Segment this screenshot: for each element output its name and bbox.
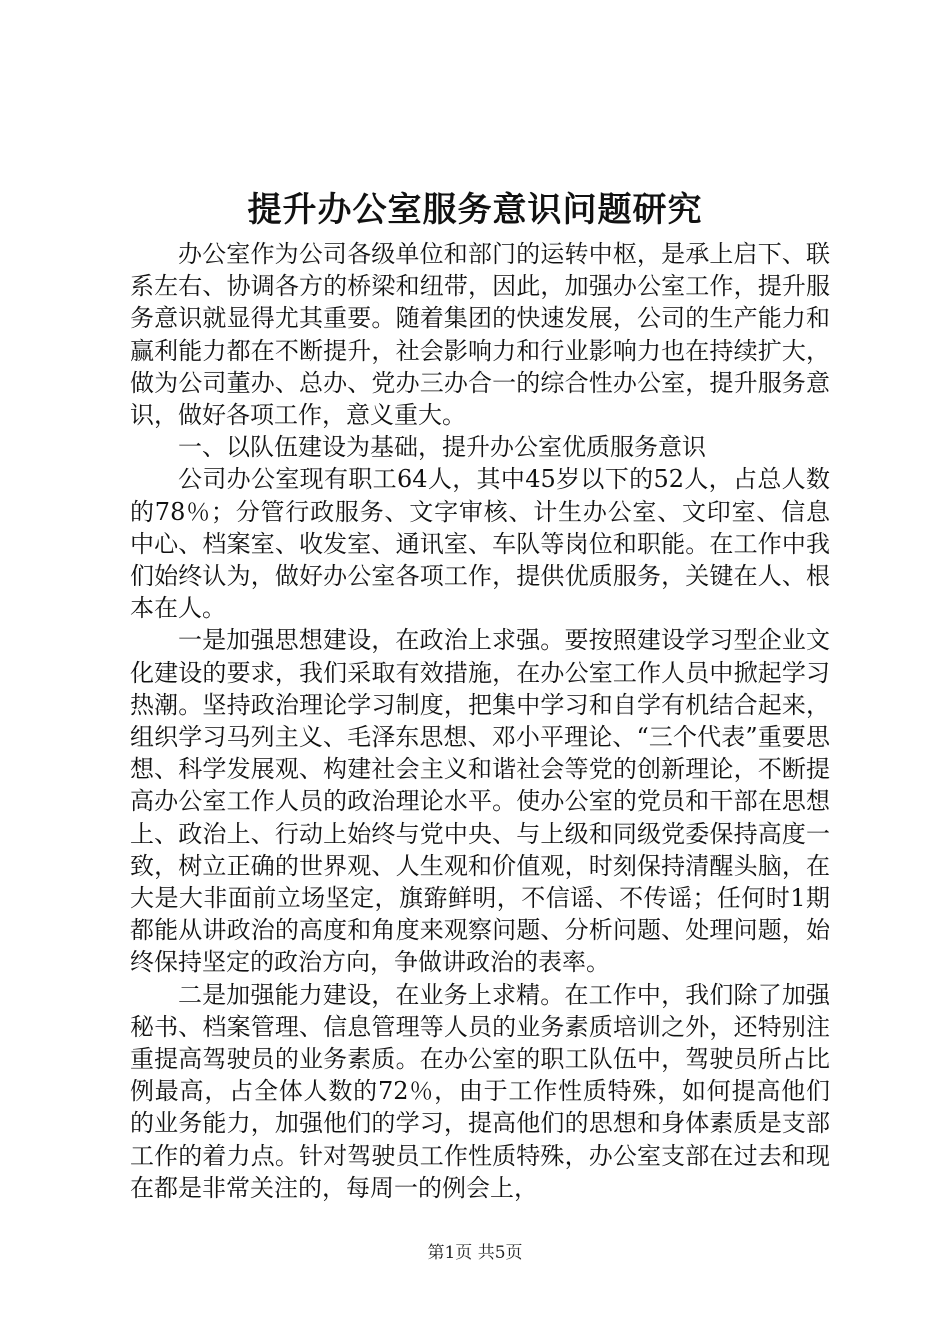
document-title: 提升办公室服务意识问题研究 — [247, 190, 703, 230]
paragraph-staff: 公司办公室现有职工64人，其中45岁以下的52人，占总人数的78％；分管行政服务、文字审核、计生办公室、文印室、信息中心、档案室、收发室、通讯室、车队等岗位和职能。在工作中我们始终认为，做好办公室各项工作，提供优质服务，关键在人、根本在人。 — [130, 465, 830, 623]
paragraph-intro: 办公室作为公司各级单位和部门的运转中枢，是承上启下、联系左右、协调各方的桥梁和纽带，因此，加强办公室工作，提升服务意识就显得尤其重要。随着集团的快速发展，公司的生产能力和赢利能力都在不断提升，社会影响力和行业影响力也在持续扩大，做为公司董办、总办、党办三办合一的综合性办公室，提升服务意识，做好各项工作，意义重大。 — [130, 240, 830, 430]
paragraph-capability: 二是加强能力建设，在业务上求精。在工作中，我们除了加强秘书、档案管理、信息管理等人员的业务素质培训之外，还特别注重提高驾驶员的业务素质。在办公室的职工队伍中，驾驶员所占比例最高，占全体人数的72％，由于工作性质特殊，如何提高他们的业务能力，加强他们的学习，提高他们的思想和身体素质是支部工作的着力点。针对驾驶员工作性质特殊，办公室支部在过去和现在都是非常关注的，每周一的例会上， — [130, 980, 830, 1202]
page-footer: 第1页 共5页 — [427, 1243, 523, 1263]
paragraph-ideology: 一是加强思想建设，在政治上求强。要按照建设学习型企业文化建设的要求，我们采取有效措施，在办公室工作人员中掀起学习热潮。坚持政治理论学习制度，把集中学习和自学有机结合起来，组织学习马列主义、毛泽东思想、邓小平理论、“三个代表”重要思想、科学发展观、构建社会主义和谐社会等党的创新理论，不断提高办公室工作人员的政治理论水平。使办公室的党员和干部在思想上、政治上、行动上始终与党中央、与上级和同级党委保持高度一致，树立正确的世界观、人生观和价值观，时刻保持清醒头脑，在大是大非面前立场坚定，旗臶鲜明，不信谣、不传谣；任何时1期都能从讲政治的高度和角度来观察问题、分析问题、处理问题，始终保持坚定的政治方向，争做讲政治的表率。 — [130, 626, 830, 977]
document-body — [130, 238, 830, 1204]
section-heading-1: 一、以队伍建设为基础，提升办公室优质服务意识 — [178, 433, 706, 462]
